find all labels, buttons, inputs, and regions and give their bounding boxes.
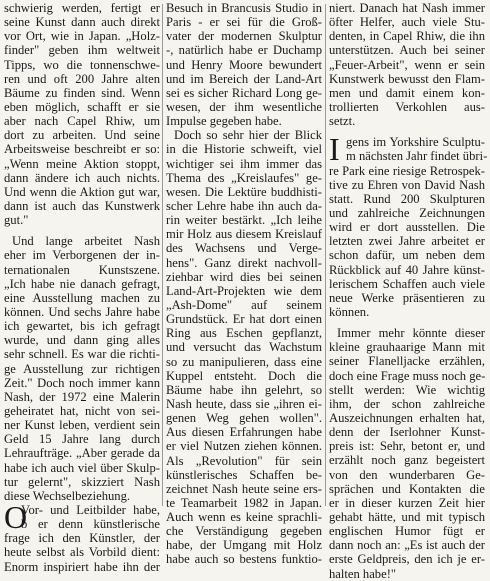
text-line: lerischem Schaffen auch viele bbox=[329, 276, 485, 291]
text-line: Als „Revolution" für sein bbox=[166, 453, 322, 468]
text-line: eher im Verborgenen der in- bbox=[4, 248, 160, 263]
text-line: künstlerisches Schaffen be- bbox=[166, 467, 322, 482]
column-divider bbox=[325, 4, 326, 506]
text-line: „Feuer-Arbeit", wenn er sein bbox=[329, 57, 485, 72]
text-line: dann ist auch das Kunstwerk bbox=[4, 198, 160, 213]
text-line: diese Wechselbeziehung. bbox=[4, 488, 131, 503]
text-line: trollierten Verkohlen aus- bbox=[329, 99, 485, 114]
text-line: und im Bereich der Land-Art bbox=[166, 71, 322, 86]
text-line: geheiratet hat, nicht von sei- bbox=[4, 403, 160, 418]
text-line: eine Ausstellung machen zu bbox=[4, 290, 160, 305]
text-line: und zahlreiche Zeichnungen bbox=[329, 205, 485, 220]
paragraph bbox=[329, 1, 485, 128]
text-line: tur gelernt", skizziert Nash bbox=[4, 474, 160, 489]
text-line: Rückblick auf 40 Jahre künst- bbox=[329, 262, 485, 277]
text-line: kleine grauhaarige Mann mit bbox=[329, 340, 485, 355]
text-line: ihm, der schon zahlreiche bbox=[329, 396, 485, 411]
text-line: Bäume habe ihn gelehrt, so bbox=[166, 382, 322, 397]
text-line: Thema des „Kreislaufes" ge- bbox=[166, 170, 322, 185]
text-line: schon dafür, um neben dem bbox=[329, 248, 485, 263]
text-line: Nash, der 1972 eine Malerin bbox=[4, 389, 160, 404]
column-divider bbox=[162, 4, 163, 506]
article-column-3 bbox=[329, 1, 488, 581]
text-line: öfter Helfer, auch viele Stu- bbox=[329, 15, 485, 30]
text-line: sei es sicher Richard Long ge- bbox=[166, 85, 322, 100]
text-line: wird er dort ausstellen. Die bbox=[329, 220, 485, 235]
text-line: tive zu Ehren von David Nash bbox=[329, 177, 485, 192]
article-column-2 bbox=[166, 1, 322, 567]
text-line: ziehbar wird dies bei seinen bbox=[166, 269, 322, 284]
text-line: preis ist: Sehr, betont er, und bbox=[329, 439, 485, 454]
text-line: und Henry Moore bewundert bbox=[166, 57, 322, 72]
text-line: wichtiger sei ihm immer das bbox=[166, 156, 322, 171]
text-line: wesen, der ihm wesentliche bbox=[166, 99, 322, 114]
text-line: Grundstück. Er hat dort einen bbox=[166, 312, 322, 327]
text-line: zeichnet Nash heute seine ers- bbox=[166, 481, 322, 496]
text-line: eben möglich, schafft er sie bbox=[4, 99, 160, 114]
text-line: ternationalen Kunstszene. bbox=[4, 262, 160, 277]
text-line: men und damit einem kon- bbox=[329, 85, 485, 100]
text-line: ge Ausstellung zur richtigen bbox=[4, 361, 160, 376]
text-line: Enorm inspiriert habe ihn der bbox=[4, 559, 160, 574]
text-line: wesen. Die Lektüre buddhisti- bbox=[166, 184, 322, 199]
text-line: können. bbox=[329, 304, 370, 319]
text-line: vater der modernen Skulptur bbox=[166, 29, 322, 44]
text-line: vor Ort, wie in Japan. „Holz- bbox=[4, 29, 160, 44]
text-line: heute selbst als Vorbild dient: bbox=[4, 545, 160, 560]
text-line: habe, der Umgang mit Holz bbox=[166, 538, 322, 553]
text-line: Lehraufträge. „Aber gerade da bbox=[4, 446, 160, 461]
text-line: erzählt noch ganz begeistert bbox=[329, 453, 485, 468]
text-line: Ring aus Eschen gepflanzt, bbox=[166, 326, 322, 341]
text-line: genen Weg gehen wollen". bbox=[166, 411, 322, 426]
text-line: b er denn künstlerische bbox=[21, 517, 160, 532]
text-line: schwierig werden, fertigt er bbox=[4, 1, 160, 15]
text-line: Paris - er sei für die Groß- bbox=[166, 15, 322, 30]
text-line: setzt. bbox=[329, 114, 356, 129]
text-line: sehr schnell. Es war die richti- bbox=[4, 347, 160, 362]
text-line: „Wenn meine Aktion stoppt, bbox=[4, 156, 160, 171]
text-line: Und wenn die Aktion gut war, bbox=[4, 184, 160, 199]
text-line: neue Werke präsentieren zu bbox=[329, 290, 485, 305]
text-line: dann ändere ich auch nichts. bbox=[4, 170, 160, 185]
text-line: denn der Iserlohner Kunst- bbox=[329, 425, 485, 440]
text-line: Tipps, wo die tonnenschwe- bbox=[4, 57, 160, 72]
drop-cap: O bbox=[4, 498, 28, 535]
text-line: so zu manipulieren, dass eine bbox=[166, 354, 322, 369]
text-line: rin weiter bestärkt. „Ich leihe bbox=[166, 213, 322, 228]
text-line: in die Historie schweift, viel bbox=[166, 142, 322, 157]
text-line: -, natürlich habe er Duchamp bbox=[166, 43, 322, 58]
text-line: m nächsten Jahr findet übri- bbox=[346, 149, 488, 164]
text-line: Bäume zu finden sind. Wenn bbox=[4, 85, 160, 100]
text-line: statt. Rund 200 Skulpturen bbox=[329, 191, 485, 206]
text-line: und versucht das Wachstum bbox=[166, 340, 322, 355]
paragraph bbox=[4, 234, 160, 503]
text-line: Auch wenn es keine sprachli- bbox=[166, 510, 322, 525]
text-line: Zeit." Doch noch immer kann bbox=[4, 375, 160, 390]
paragraph bbox=[4, 498, 160, 574]
text-line: Besuch in Brancusis Studio in bbox=[166, 1, 322, 15]
paragraph bbox=[4, 1, 160, 227]
text-line: che Verständigung gegeben bbox=[166, 524, 322, 539]
text-line: Doch so sehr hier der Blick bbox=[174, 128, 322, 143]
text-line: er in dieser kurzen Zeit hier bbox=[329, 495, 485, 510]
text-line: aber nach Capel Rhiw, um bbox=[4, 114, 160, 129]
paragraph bbox=[166, 128, 322, 566]
text-line: gens im Yorkshire Sculptu- bbox=[346, 135, 485, 150]
text-line: denten, in Capel Rhiw, die ihn bbox=[329, 29, 485, 44]
text-line: hens". Ganz direkt nachvoll- bbox=[166, 255, 322, 270]
text-line: ner Kunst leben, verdient sein bbox=[4, 418, 160, 433]
text-line: doch eine Frage muss noch ge- bbox=[329, 368, 486, 383]
text-line: Impulse gegeben habe. bbox=[166, 114, 282, 129]
text-line: gut." bbox=[4, 213, 29, 228]
text-line: dort zu arbeiten. Und seine bbox=[4, 128, 160, 143]
text-line: gehabt hätte, und mit typisch bbox=[329, 509, 485, 524]
paragraph bbox=[329, 326, 485, 581]
text-line: sprächen und Kontakten die bbox=[329, 481, 485, 496]
text-line: Arbeitsweise beschreibt er so: bbox=[4, 142, 160, 157]
paragraph bbox=[329, 131, 488, 319]
text-line: niert. Danach hat Nash immer bbox=[329, 1, 485, 15]
text-line: englischen Humor fügt er bbox=[329, 524, 485, 539]
text-line: Kunstwerk bewusst den Flam- bbox=[329, 71, 485, 86]
text-line: seiner Flanelljacke erzählen, bbox=[329, 354, 485, 369]
text-line: halten habe!" bbox=[329, 566, 397, 581]
text-line: scher Lehre habe ihn auch da- bbox=[166, 198, 322, 213]
paragraph bbox=[166, 1, 322, 128]
text-line: letzten zwei Jahre arbeitet er bbox=[329, 234, 485, 249]
text-line: von den wunderbaren Ge- bbox=[329, 467, 485, 482]
text-line: Nash heute, dass sie „ihren ei- bbox=[166, 396, 322, 411]
text-line: Vor- und Leitbilder habe, bbox=[21, 502, 160, 517]
text-line: Aus diesen Erfahrungen habe bbox=[166, 425, 322, 440]
text-line: er viel Nutzen ziehen können. bbox=[166, 439, 322, 454]
text-line: te Teamarbeit 1982 in Japan. bbox=[166, 495, 322, 510]
text-line: frage ich den Künstler, der bbox=[4, 531, 160, 546]
text-line: habe ich auch viel über Skulp- bbox=[4, 460, 160, 475]
text-line: finder" geben ihm weltweit bbox=[4, 43, 160, 58]
text-line: Auszeichnungen erhalten hat, bbox=[329, 410, 485, 425]
text-line: ich gewartet, bis ich gefragt bbox=[4, 319, 160, 334]
text-line: dann noch an: „Es ist auch der bbox=[329, 538, 485, 553]
text-line: Land-Art-Projekten wie dem bbox=[166, 283, 322, 298]
text-line: ren und oft 200 Jahre alten bbox=[4, 71, 160, 86]
article-column-1 bbox=[4, 1, 160, 574]
text-line: re Park eine riesige Retrospek- bbox=[329, 163, 485, 178]
text-line: Und lange arbeitet Nash bbox=[12, 234, 160, 249]
text-line: habe auch so bestens funktio- bbox=[166, 552, 322, 567]
text-line: unterstützen. Auch bei seiner bbox=[329, 43, 485, 58]
text-line: können. Und sechs Jahre habe bbox=[4, 304, 160, 319]
text-line: Kuppel entsteht. Doch die bbox=[166, 368, 322, 383]
text-line: mir Holz aus diesem Kreislauf bbox=[166, 227, 322, 242]
text-line: erste Geldpreis, den ich je er- bbox=[329, 552, 485, 567]
text-line: Geld 15 Jahre lang durch bbox=[4, 432, 160, 447]
text-line: „Ash-Dome" auf seinem bbox=[166, 297, 322, 312]
text-line: des Wachsens und Verge- bbox=[166, 241, 322, 256]
text-line: Immer mehr könnte dieser bbox=[337, 326, 485, 341]
text-line: seine Kunst dann auch direkt bbox=[4, 15, 160, 30]
drop-cap: I bbox=[329, 131, 340, 168]
text-line: stellt werden: Wie wichtig bbox=[329, 382, 485, 397]
text-line: wurde, und dann ging alles bbox=[4, 333, 160, 348]
text-line: „Ich habe nie danach gefragt, bbox=[4, 276, 160, 291]
